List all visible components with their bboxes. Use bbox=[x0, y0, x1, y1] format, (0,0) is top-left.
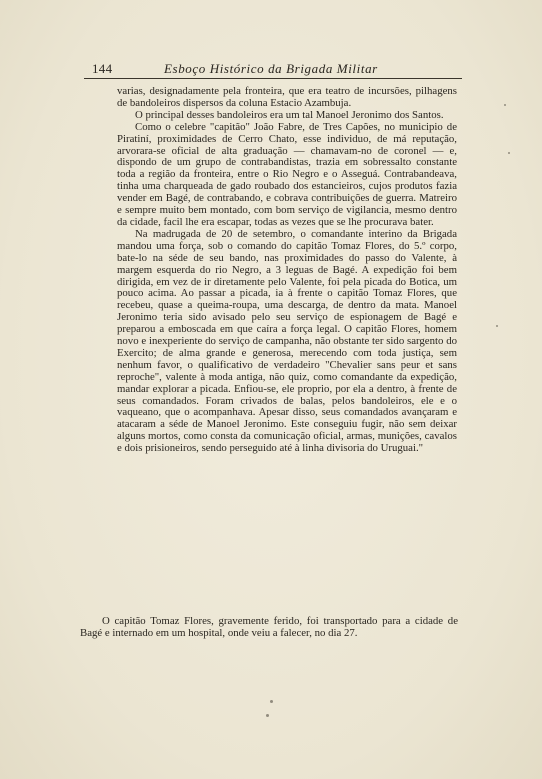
quote-paragraph: Na madrugada de 20 de setembro, o comandante interino da Brigada mandou uma força, sob o comando do capitão Tomaz Flores, do 5.º corpo, bate-lo na séde de seu bando, nas proximidades do passo do Valente, à margem esquerda do rio Negro, a 3 leguas de Bagé. A expedição foi bem dirigida, em vez de ir diretamente pelo Valente, foi pela picada do Botica, um pouco acima. Ao passar a picada, ia à frente o capitão Tomaz Flores, que recebeu, quase a queima-roupa, uma descarga, de dentro da mata. Manoel Jeronimo teria sido avisado pelo seu serviço de espionagem de Bagé e preparou a emboscada em que caíra a força legal. O capitão Flores, homem novo e inexperiente do serviço de campanha, não obstante ter sido sargento do Exercito; de alma grande e generosa, merecendo com toda justiça, sem nenhum favor, o qualificativo de verdadeiro "Chevalier sans peur et sans reproche", valente à moda antiga, não quiz, como comandante da expedição, mandar explorar a picada. Enfiou-se, ele proprio, por ela a dentro, à frente de seus comandados. Foram crivados de balas, pelos bandoleiros, ele e o vaqueano, que o acompanhava. Apesar disso, seus comandados avançaram e atacaram a séde de Manoel Jeronimo. Este conseguiu fugir, não sem deixar alguns mortos, como consta da comunicação oficial, armas, munições, cavalos e dois prisioneiros, sendo perseguido até à linha divisoria do Uruguai." bbox=[117, 227, 457, 455]
print-speck bbox=[270, 700, 273, 703]
page-number: 144 bbox=[92, 61, 113, 76]
quote-paragraph: varias, designadamente pela fronteira, que era teatro de incursões, pilhagens de bandoleiros dispersos da coluna Estacio Azambuja. bbox=[117, 85, 457, 109]
print-speck bbox=[266, 714, 269, 717]
body-text bbox=[80, 616, 458, 640]
print-speck bbox=[508, 152, 510, 154]
running-title: Esboço Histórico da Brigada Militar bbox=[164, 61, 378, 76]
quote-paragraph: Como o celebre "capitão" João Fabre, de Tres Capões, no municipio de Piratiní, proximidades de Cerro Chato, esse individuo, de má reputação, arvorara-se oficial de alta graduação — chamavam-no de coronel — e, dispondo de um grupo de contrabandistas, trazia em sobressalto constante toda a região da fronteira, entre o Rio Negro e o Asseguá. Contrabandeava, tinha uma charqueada de gado roubado dos estancieiros, cujos produtos fazia vender em Bagé, de contrabando, e cobrava contribuições de guerra. Matreiro e sempre muito bem montado, com bom serviço de vigilancia, mesmo dentro da cidade, facil lhe era escapar, todas as vezes que se lhe procurava bater. bbox=[117, 120, 457, 228]
page-header bbox=[84, 60, 462, 79]
block-quote bbox=[117, 86, 457, 455]
print-speck bbox=[496, 325, 498, 327]
quote-paragraph: O principal desses bandoleiros era um tal Manoel Jeronimo dos Santos. bbox=[135, 108, 444, 121]
print-speck bbox=[504, 104, 506, 106]
body-paragraph: O capitão Tomaz Flores, gravemente ferido, foi transportado para a cidade de Bagé e internado em um hospital, onde veiu a falecer, no dia 27. bbox=[80, 615, 458, 639]
